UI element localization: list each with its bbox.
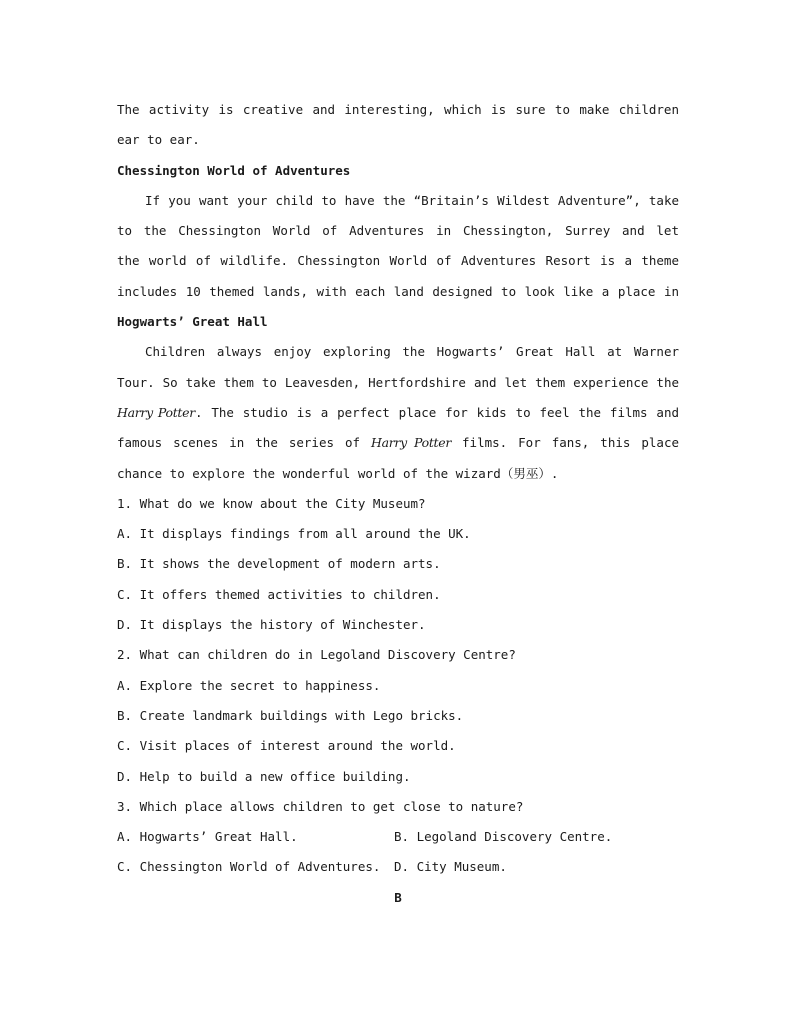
- document-page: [117, 95, 679, 913]
- hogwarts-line-4-pre: famous scenes in the series of: [117, 435, 371, 451]
- hogwarts-line-5-pre: chance to explore the wonderful world of the wizard: [117, 465, 501, 481]
- question-3-stem: 3. Which place allows children to get close to nature?: [117, 798, 524, 814]
- question-3-option-b: B. Legoland Discovery Centre.: [394, 829, 613, 845]
- question-2-option-c: C. Visit places of interest around the world.: [117, 738, 456, 754]
- intro-line-1: The activity is creative and interesting, which is sure to make children: [117, 102, 679, 117]
- intro-line-2: ear to ear.: [117, 132, 200, 148]
- question-2-option-a: A. Explore the secret to happiness.: [117, 677, 381, 693]
- question-1-option-c: C. It offers themed activities to children.: [117, 586, 441, 602]
- section-label: B: [394, 889, 402, 905]
- question-1-option-b: B. It shows the development of modern arts.: [117, 556, 441, 572]
- hogwarts-line-5-end: .: [550, 465, 559, 481]
- chessington-heading: Chessington World of Adventures: [117, 162, 351, 178]
- film-title: Harry Potter: [117, 404, 195, 420]
- chessington-line-1: If you want your child to have the “Britain’s Wildest Adventure”, take: [145, 192, 679, 208]
- question-3-option-c: C. Chessington World of Adventures.: [117, 859, 381, 875]
- question-1-option-a: A. It displays findings from all around the UK.: [117, 526, 471, 542]
- hogwarts-line-3-text: . The studio is a perfect place for kids to feel the films and: [194, 404, 679, 420]
- question-3-options-row-2: [117, 852, 679, 882]
- question-2-stem: 2. What can children do in Legoland Discovery Centre?: [117, 647, 516, 663]
- question-1-option-d: D. It displays the history of Winchester.: [117, 617, 426, 633]
- gloss-chinese: （男巫）: [500, 465, 551, 481]
- film-title: Harry Potter: [371, 435, 452, 451]
- question-2-option-d: D. Help to build a new office building.: [117, 768, 411, 784]
- hogwarts-line-3: [117, 398, 679, 428]
- chessington-line-4: includes 10 themed lands, with each land designed to look like a place in: [117, 283, 679, 299]
- hogwarts-line-4: [117, 428, 679, 458]
- question-3-option-d: D. City Museum.: [394, 859, 507, 875]
- hogwarts-line-4-text: films. For fans, this place: [462, 435, 679, 451]
- question-3-options-row-1: [117, 822, 679, 852]
- hogwarts-heading: Hogwarts’ Great Hall: [117, 314, 268, 330]
- hogwarts-line-1: Children always enjoy exploring the Hogwarts’ Great Hall at Warner: [145, 344, 679, 360]
- hogwarts-line-5: [117, 459, 679, 489]
- question-2-option-b: B. Create landmark buildings with Lego bricks.: [117, 707, 464, 723]
- question-1-stem: 1. What do we know about the City Museum?: [117, 495, 426, 511]
- chessington-line-3: the world of wildlife. Chessington World of Adventures Resort is a theme: [117, 253, 679, 269]
- question-3-option-a: A. Hogwarts’ Great Hall.: [117, 829, 298, 845]
- hogwarts-line-2: Tour. So take them to Leavesden, Hertfordshire and let them experience the: [117, 374, 679, 390]
- chessington-line-2: to the Chessington World of Adventures in Chessington, Surrey and let: [117, 223, 679, 239]
